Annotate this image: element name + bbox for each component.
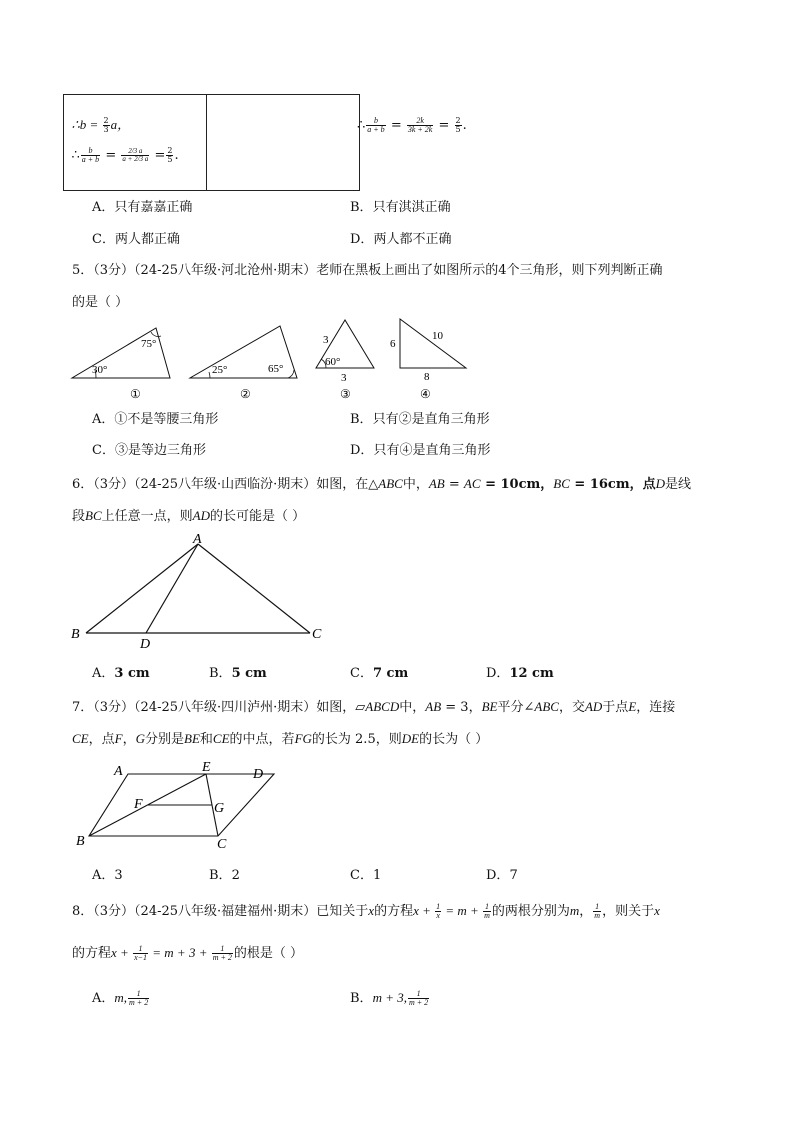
q8-frac-1-over-x bbox=[435, 903, 441, 920]
q7-point-c: C bbox=[217, 837, 227, 852]
option-text: m, bbox=[114, 990, 128, 1005]
math-expr: = m + 3 + bbox=[149, 945, 211, 960]
q5-option-d[interactable] bbox=[350, 444, 490, 457]
q7-stem-line2 bbox=[72, 732, 488, 746]
q7-option-c[interactable] bbox=[350, 869, 381, 882]
q4-left-line1 bbox=[72, 117, 131, 134]
math-var: AC bbox=[463, 476, 481, 491]
q6-point-c: C bbox=[312, 627, 322, 642]
option-letter: A． bbox=[92, 991, 115, 1006]
q4-left-line2 bbox=[72, 147, 179, 164]
q7-point-b: B bbox=[76, 834, 85, 849]
option-text: 只有嘉嘉正确 bbox=[114, 200, 193, 215]
text: 上任意一点，则 bbox=[101, 509, 193, 524]
text: 平分∠ bbox=[497, 700, 535, 715]
q4-option-d[interactable] bbox=[350, 233, 451, 246]
math-var: x bbox=[654, 903, 660, 918]
q8-frac-1-over-mp2 bbox=[212, 945, 233, 962]
option-text: 两人都正确 bbox=[114, 232, 180, 247]
t1-label: ① bbox=[130, 387, 141, 401]
t2-angle-a: 25° bbox=[212, 364, 228, 376]
option-text: 3 cm bbox=[114, 666, 150, 681]
frac-num: b bbox=[81, 147, 100, 156]
q4-left-frac-complex bbox=[121, 148, 149, 163]
text: 的方程 bbox=[72, 946, 112, 961]
equals: = bbox=[105, 147, 117, 163]
q7-point-d: D bbox=[253, 767, 264, 782]
frac-den: 5 bbox=[167, 154, 173, 164]
text: 6．（3分）（24-25八年级·山西临汾·期末）如图，在△ bbox=[72, 477, 379, 492]
frac-den: m + 2 bbox=[212, 953, 232, 962]
text: 于点 bbox=[602, 700, 629, 715]
frac-num: 1 bbox=[212, 945, 233, 954]
q5-option-b[interactable] bbox=[350, 413, 490, 426]
frac-den: m + 2 bbox=[408, 998, 429, 1007]
frac-num: 2/3 a bbox=[121, 148, 149, 156]
math-var: AD bbox=[584, 699, 603, 714]
equals: = bbox=[154, 147, 166, 163]
text: ，则关于 bbox=[602, 904, 655, 919]
option-text: 2 bbox=[231, 868, 240, 883]
q8-stem-line2 bbox=[72, 945, 303, 962]
q6-triangle-figure bbox=[66, 532, 336, 650]
frac-den: a + b bbox=[367, 125, 385, 134]
q4-left-line1-tail: a， bbox=[110, 116, 131, 132]
period: . bbox=[462, 118, 467, 133]
q6-option-b[interactable] bbox=[209, 667, 267, 680]
option-letter: B． bbox=[350, 200, 373, 215]
q4-option-c[interactable] bbox=[92, 233, 180, 246]
t2-angle-b: 65° bbox=[268, 363, 284, 375]
text: 的长为 2.5，则 bbox=[311, 732, 402, 747]
math-var: ABC bbox=[534, 699, 559, 714]
q4-right-frac2 bbox=[407, 117, 434, 134]
text: = 16cm，点 bbox=[569, 477, 656, 492]
frac-num: 2 bbox=[455, 116, 461, 125]
text: 段 bbox=[72, 509, 86, 524]
math-var: FG bbox=[294, 731, 312, 746]
math-var: ABC bbox=[378, 476, 403, 491]
math-var: F bbox=[114, 731, 123, 746]
t2-label: ② bbox=[240, 387, 251, 401]
q4-left-frac bbox=[103, 117, 110, 134]
option-letter: B． bbox=[350, 991, 373, 1006]
text: 的两根分别为 bbox=[491, 904, 570, 919]
math-var: BC bbox=[553, 476, 570, 491]
q6-option-a[interactable] bbox=[92, 667, 150, 680]
text: = bbox=[444, 477, 464, 492]
q7-point-e: E bbox=[202, 760, 211, 775]
math-var: E bbox=[628, 699, 637, 714]
t4-side-left: 6 bbox=[390, 338, 396, 350]
q8-frac-1-over-xm1 bbox=[133, 945, 148, 962]
frac-num: b bbox=[366, 117, 385, 126]
frac-num: 1 bbox=[436, 902, 441, 911]
frac-num: 2 bbox=[103, 115, 109, 125]
option-letter: D． bbox=[486, 868, 510, 883]
math-var: AD bbox=[192, 508, 210, 523]
option-letter: C． bbox=[350, 666, 373, 681]
option-text: m + 3, bbox=[372, 990, 407, 1005]
q7-parallelogram-figure bbox=[70, 756, 280, 854]
math-var: CE bbox=[72, 731, 89, 746]
t3-side-bottom: 3 bbox=[341, 372, 347, 384]
option-letter: A． bbox=[92, 412, 115, 427]
q4-right-line: ∴ $\frac{b}{a + b}$ = $\frac{2k}{3k + 2k}$ = $\frac{2}{5}$ . bbox=[357, 116, 467, 134]
q6-point-a: A bbox=[193, 532, 202, 547]
q5-stem-line1: 5．（3分）（24-25八年级·河北沧州·期末）老师在黑板上画出了如图所示的4个三角形，则下列判断正确 bbox=[72, 263, 663, 278]
t1-angle-a: 30° bbox=[92, 364, 108, 376]
q4-left-line1-text: ∴b = bbox=[71, 116, 102, 132]
text: ，点 bbox=[88, 732, 115, 747]
text: 的中点，若 bbox=[229, 732, 295, 747]
frac-den: x−1 bbox=[134, 953, 148, 962]
frac-num: 2 bbox=[167, 145, 173, 155]
math-var: G bbox=[135, 731, 145, 746]
q7-option-d[interactable] bbox=[486, 869, 518, 882]
q5-triangle-4 bbox=[390, 319, 466, 401]
t4-side-bottom: 8 bbox=[424, 371, 430, 383]
t3-side-left: 3 bbox=[323, 334, 329, 346]
q4-box-right-cell bbox=[207, 95, 467, 191]
text: = 3， bbox=[441, 700, 482, 715]
math-expr: = m + bbox=[442, 903, 483, 918]
option-text: 只有淇淇正确 bbox=[372, 200, 451, 215]
q7-option-a[interactable] bbox=[92, 869, 123, 882]
option-letter: A． bbox=[92, 868, 115, 883]
text: = 10cm， bbox=[480, 477, 554, 492]
text: 的根是（ ） bbox=[233, 946, 304, 961]
math-var: BE bbox=[481, 699, 498, 714]
math-var: CE bbox=[212, 731, 230, 746]
q8-stem-line1 bbox=[72, 903, 660, 920]
option-letter: C． bbox=[350, 868, 373, 883]
q4-box-left-cell bbox=[64, 95, 207, 191]
text: 的长可能是（ ） bbox=[210, 509, 306, 524]
text: ， bbox=[122, 732, 136, 747]
frac-num: 1 bbox=[133, 945, 148, 954]
frac-den: m bbox=[484, 911, 490, 920]
frac-num: 1 bbox=[128, 990, 149, 999]
math-var: BE bbox=[184, 731, 200, 746]
option-letter: D． bbox=[350, 443, 374, 458]
frac-den: a + 2/3 a bbox=[122, 154, 149, 163]
option-letter: B． bbox=[209, 868, 232, 883]
t3-angle: 60° bbox=[325, 356, 341, 368]
frac-den: 3 bbox=[103, 124, 109, 134]
therefore-symbol: ∴ bbox=[71, 147, 80, 163]
math-var: D bbox=[655, 476, 665, 491]
math-expr: x + bbox=[413, 903, 435, 918]
q5-stem-line2: 的是（ ） bbox=[72, 295, 129, 310]
t1-angle-b: 75° bbox=[141, 338, 157, 350]
option-letter: B． bbox=[350, 412, 373, 427]
text: 8．（3分）（24-25八年级·福建福州·期末）已知关于 bbox=[72, 904, 369, 919]
q4-option-b[interactable] bbox=[350, 201, 451, 214]
text: 中， bbox=[402, 477, 429, 492]
option-letter: A． bbox=[92, 200, 115, 215]
math-var: DE bbox=[401, 731, 420, 746]
math-var: ABCD bbox=[365, 699, 400, 714]
option-text: 7 cm bbox=[372, 666, 409, 681]
option-frac bbox=[408, 990, 429, 1007]
t4-label: ④ bbox=[420, 387, 431, 401]
q8-frac-1-over-m bbox=[483, 903, 491, 920]
q5-option-c[interactable] bbox=[92, 444, 206, 457]
q5-option-a[interactable] bbox=[92, 413, 218, 426]
q6-point-d: D bbox=[140, 637, 151, 650]
q4-right-frac3 bbox=[455, 117, 462, 134]
math-var: AB bbox=[428, 476, 445, 491]
frac-num: 1 bbox=[408, 990, 429, 999]
text: ，连接 bbox=[636, 700, 676, 715]
option-text: ③是等边三角形 bbox=[114, 443, 206, 458]
q7-point-f: F bbox=[134, 797, 143, 812]
option-text: 1 bbox=[372, 868, 382, 883]
frac-den: 5 bbox=[455, 125, 461, 134]
text: 7．（3分）（24-25八年级·四川泸州·期末）如图，▱ bbox=[72, 700, 366, 715]
q4-right-frac1 bbox=[366, 117, 385, 134]
q5-triangle-2 bbox=[190, 326, 297, 401]
frac-num: 2k bbox=[407, 117, 434, 126]
frac-den: m + 2 bbox=[129, 998, 149, 1007]
q7-point-a: A bbox=[114, 764, 123, 779]
text: 的方程 bbox=[374, 904, 414, 919]
frac-den: a + b bbox=[81, 154, 100, 164]
q7-point-g: G bbox=[214, 801, 225, 816]
q6-option-d[interactable] bbox=[486, 667, 554, 680]
option-letter: D． bbox=[486, 666, 510, 681]
option-text: 7 bbox=[509, 868, 518, 883]
q6-stem-line1 bbox=[72, 477, 691, 491]
option-text: 只有④是直角三角形 bbox=[373, 443, 491, 458]
math-var: BC bbox=[85, 508, 102, 523]
period: . bbox=[174, 147, 179, 163]
text: 分别是 bbox=[145, 732, 185, 747]
t4-side-hyp: 10 bbox=[432, 330, 443, 342]
option-letter: B． bbox=[209, 666, 232, 681]
option-text: 两人都不正确 bbox=[373, 232, 452, 247]
option-letter: C． bbox=[92, 443, 115, 458]
frac-den: x bbox=[436, 911, 440, 920]
q6-point-b: B bbox=[71, 627, 80, 642]
q5-triangles-figure bbox=[60, 312, 480, 404]
option-text: 只有②是直角三角形 bbox=[372, 412, 490, 427]
therefore-symbol: ∴ bbox=[357, 118, 366, 133]
text: ，交 bbox=[558, 700, 585, 715]
frac-den: 3k + 2k bbox=[407, 125, 433, 134]
q8-frac-root2 bbox=[593, 903, 601, 920]
math-var: m bbox=[569, 903, 580, 918]
q4-option-a[interactable] bbox=[92, 201, 192, 214]
q8-option-a[interactable] bbox=[92, 990, 150, 1007]
t3-label: ③ bbox=[340, 387, 351, 401]
q4-left-frac-result bbox=[166, 147, 173, 164]
option-text: 5 cm bbox=[231, 666, 267, 681]
q7-stem-line1 bbox=[72, 700, 675, 714]
option-frac bbox=[128, 990, 149, 1007]
frac-den: m bbox=[594, 911, 601, 920]
text: 是线 bbox=[665, 477, 692, 492]
option-letter: A． bbox=[92, 666, 115, 681]
option-text: 12 cm bbox=[509, 666, 554, 681]
option-letter: C． bbox=[92, 232, 115, 247]
option-text: 3 bbox=[114, 868, 123, 883]
q6-stem-line2 bbox=[72, 509, 305, 523]
q8-option-b[interactable] bbox=[350, 990, 430, 1007]
text: ， bbox=[579, 904, 593, 919]
math-var: x bbox=[368, 903, 375, 918]
math-expr: x + bbox=[111, 945, 133, 960]
q7-option-b[interactable] bbox=[209, 869, 240, 882]
frac-num: 1 bbox=[595, 902, 600, 911]
q5-triangle-1 bbox=[72, 328, 170, 401]
text: 和 bbox=[199, 732, 213, 747]
math-var: AB bbox=[425, 699, 442, 714]
option-text: ①不是等腰三角形 bbox=[114, 412, 219, 427]
text: 中， bbox=[399, 700, 426, 715]
frac-num: 1 bbox=[484, 902, 489, 911]
q6-option-c[interactable] bbox=[350, 667, 408, 680]
option-letter: D． bbox=[350, 232, 374, 247]
q5-triangle-3 bbox=[316, 320, 374, 401]
text: 的长为（ ） bbox=[419, 732, 489, 747]
q4-solution-box bbox=[63, 94, 467, 191]
q4-left-frac-b bbox=[81, 147, 100, 164]
